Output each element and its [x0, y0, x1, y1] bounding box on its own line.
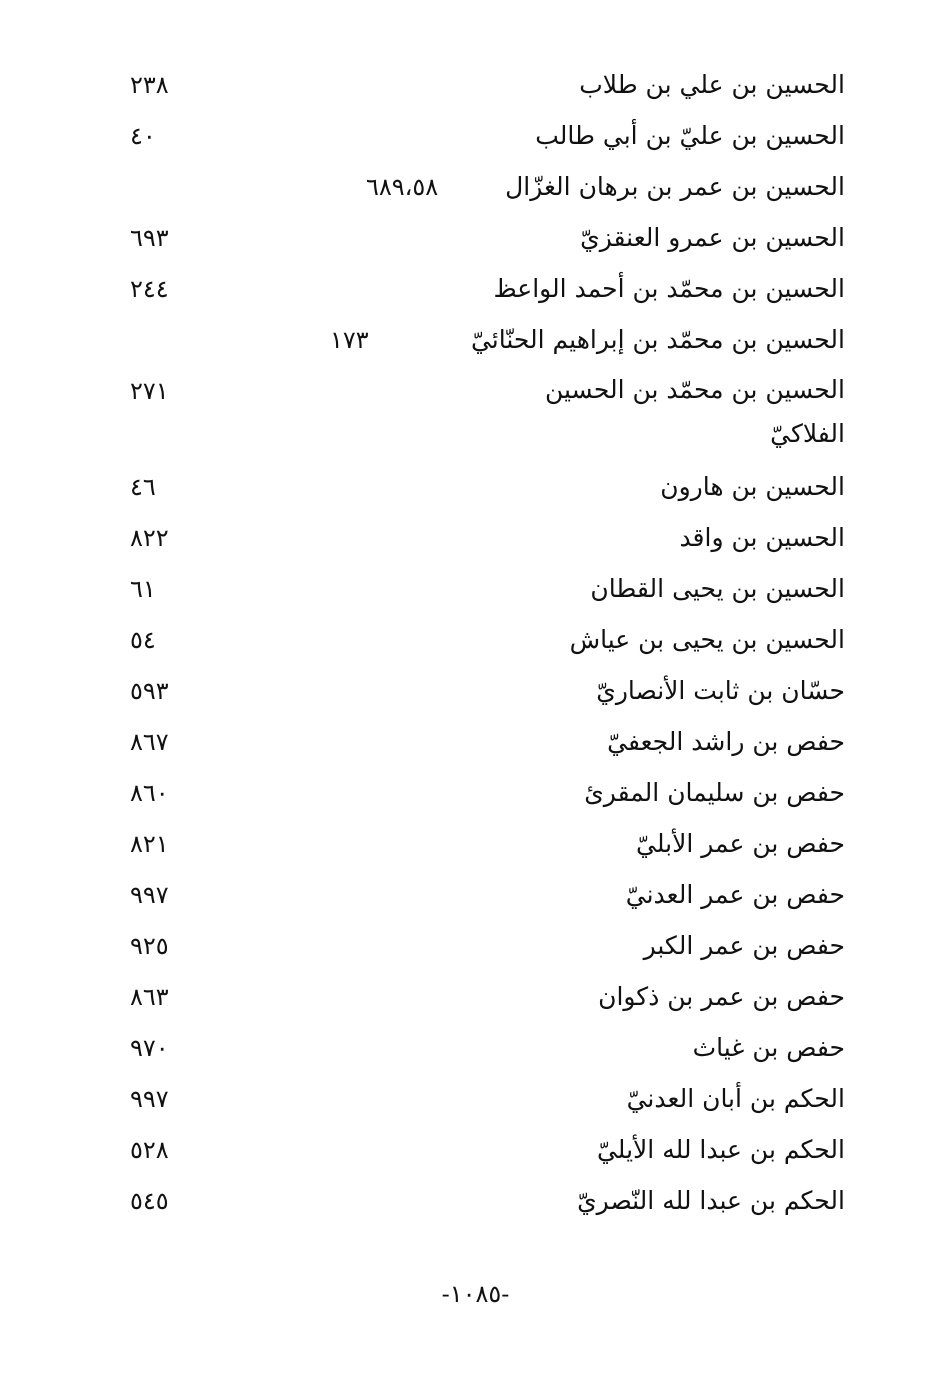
index-entry	[130, 317, 845, 368]
entry-page-number: ٨٢٢	[130, 524, 169, 552]
entry-name: حفص بن عمر العدنيّ	[625, 880, 845, 909]
entry-name: الحكم بن عبدا لله الأيليّ	[596, 1135, 845, 1164]
entry-name: حفص بن عمر الأبليّ	[636, 829, 845, 858]
page-number: -١٠٨٥-	[441, 1280, 510, 1308]
entry-name: حفص بن عمر بن ذكوان	[598, 982, 845, 1011]
entry-name: حفص بن غياث	[692, 1033, 845, 1062]
entry-page-number: ٦٩٣	[130, 224, 169, 252]
entry-page-number: ٨٢١	[130, 830, 169, 858]
entry-page-number: ٩٩٧	[130, 881, 169, 909]
entry-page-number: ٥٢٨	[130, 1136, 169, 1164]
entry-name: الحسين بن محمّد بن أحمد الواعظ	[493, 274, 845, 303]
entry-page-number: ٤٦	[130, 473, 156, 501]
index-entry	[130, 617, 845, 668]
index-entry	[130, 113, 845, 164]
index-entry	[130, 821, 845, 872]
index-entry	[130, 164, 845, 215]
entry-page-numbers: ١٧٣	[330, 326, 369, 354]
index-entry	[130, 719, 845, 770]
index-entry	[130, 62, 845, 113]
entry-page-number: ٨٦٣	[130, 983, 169, 1011]
index-entry	[130, 1178, 845, 1229]
entry-name: الحكم بن أبان العدنيّ	[626, 1084, 845, 1113]
entry-name: الحسين بن عمرو العنقزيّ	[580, 223, 845, 252]
index-entry	[130, 1127, 845, 1178]
index-entry	[130, 668, 845, 719]
index-entry	[130, 1076, 845, 1127]
index-entry	[130, 215, 845, 266]
entry-page-number: ٨٦٠	[130, 779, 169, 807]
index-entry	[130, 1025, 845, 1076]
entry-page-number: ٩٢٥	[130, 932, 169, 960]
index-entry	[130, 872, 845, 923]
entry-page-numbers: ٦٨٩،٥٨	[366, 173, 439, 201]
index-entry	[130, 266, 845, 317]
index-entries	[130, 62, 845, 1229]
index-entry	[130, 974, 845, 1025]
index-entry	[130, 566, 845, 617]
entry-page-number: ٩٧٠	[130, 1034, 169, 1062]
entry-name: الحسين بن محمّد بن إبراهيم الحنّائيّ	[470, 325, 845, 354]
entry-name: حفص بن سليمان المقرئ	[584, 778, 845, 807]
entry-page-number: ٨٦٧	[130, 728, 169, 756]
entry-name: الحسين بن يحيى بن عياش	[569, 625, 845, 654]
index-entry	[130, 464, 845, 515]
index-entry	[130, 923, 845, 974]
entry-name: الحكم بن عبدا لله النّصريّ	[577, 1186, 845, 1215]
entry-page-number: ٢٣٨	[130, 71, 169, 99]
entry-page-number: ٩٩٧	[130, 1085, 169, 1113]
entry-name: الحسين بن واقد	[679, 523, 845, 552]
entry-page-number: ٥٩٣	[130, 677, 169, 705]
entry-name: الحسين بن محمّد بن الحسين الفلاكيّ	[544, 375, 845, 448]
entry-name: حسّان بن ثابت الأنصاريّ	[596, 676, 845, 705]
entry-name: حفص بن عمر الكبر	[643, 931, 845, 960]
entry-page-number: ٥٤	[130, 626, 156, 654]
index-entry	[130, 515, 845, 566]
entry-name: الحسين بن هارون	[660, 472, 845, 501]
entry-name: الحسين بن يحيى القطان	[590, 574, 845, 603]
entry-name: الحسين بن عليّ بن أبي طالب	[535, 121, 845, 150]
entry-page-number: ٦١	[130, 575, 156, 603]
entry-page-number: ٢٧١	[130, 377, 169, 405]
index-entry	[130, 368, 845, 464]
entry-name: الحسين بن علي بن طلاب	[579, 70, 845, 99]
entry-name: الحسين بن عمر بن برهان الغزّال	[505, 172, 845, 201]
index-entry	[130, 770, 845, 821]
entry-name: حفص بن راشد الجعفيّ	[607, 727, 845, 756]
entry-page-number: ٢٤٤	[130, 275, 169, 303]
entry-page-number: ٤٠	[130, 122, 156, 150]
entry-page-number: ٥٤٥	[130, 1187, 169, 1215]
